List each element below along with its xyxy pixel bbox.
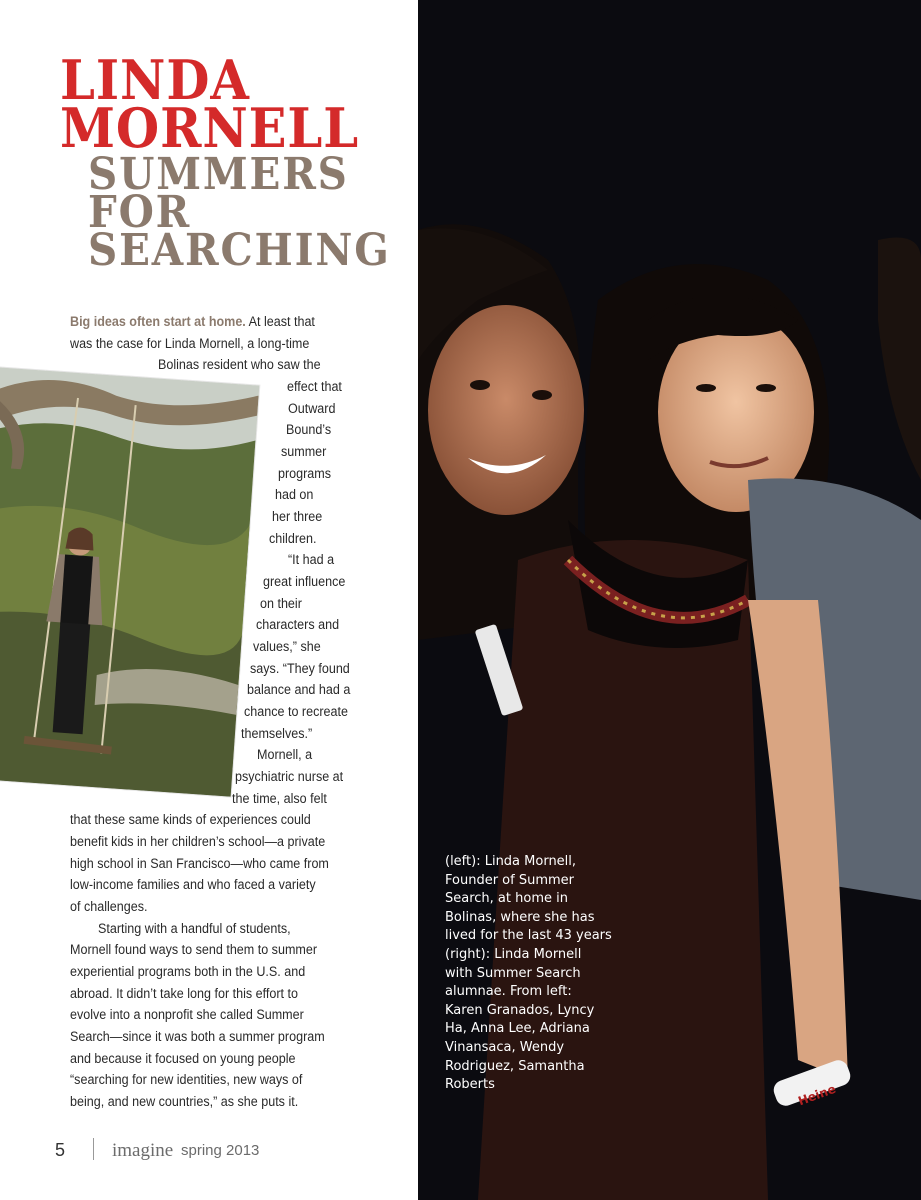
article-line: effect that — [287, 379, 342, 394]
magazine-name: imagine — [112, 1140, 174, 1161]
article-line: great influence — [263, 574, 346, 589]
headline-line: MORNELL — [60, 96, 360, 160]
swing-photo-illustration — [0, 366, 259, 797]
caption-line: lived for the last 43 years — [445, 928, 612, 944]
caption-line: (right): Linda Mornell — [445, 946, 582, 962]
article-line: Mornell, a — [257, 747, 313, 762]
caption-line: Ha, Anna Lee, Adriana — [445, 1021, 590, 1037]
caption-line: with Summer Search — [445, 965, 581, 981]
caption-line: Karen Granados, Lyncy — [445, 1002, 595, 1018]
headline-subtitle — [88, 149, 391, 276]
swing-photo — [0, 366, 259, 797]
article-line: abroad. It didn’t take long for this effort to — [70, 986, 298, 1001]
article-line: Bound’s — [286, 422, 332, 437]
article-line: balance and had a — [247, 682, 351, 697]
article-line: and because it focused on young people — [70, 1051, 296, 1066]
article-line: her three — [272, 509, 323, 524]
caption-line: Vinansaca, Wendy — [445, 1039, 565, 1055]
article-line: “searching for new identities, new ways of — [70, 1072, 303, 1087]
article-line: Outward — [288, 401, 336, 416]
caption-line: Roberts — [445, 1077, 495, 1093]
article-line: Mornell found ways to send them to summer — [70, 942, 318, 957]
article-line: was the case for Linda Mornell, a long-time — [70, 336, 310, 351]
article-line: had on — [275, 487, 314, 502]
article-line: summer — [281, 444, 327, 459]
caption-line: (left): Linda Mornell, — [445, 854, 577, 869]
article-line: benefit kids in her children’s school—a private — [70, 834, 326, 849]
article-line: Search—since it was both a summer program — [70, 1029, 325, 1044]
caption-line: Bolinas, where she has — [445, 909, 595, 925]
subtitle-line: SUMMERS — [88, 149, 349, 200]
caption-line: Founder of Summer — [445, 872, 574, 888]
article-line: values,” she — [253, 639, 321, 654]
article-line: on their — [260, 596, 302, 611]
article-line-text: At least that — [245, 314, 315, 329]
footer-divider — [93, 1138, 94, 1160]
article-line: themselves.” — [241, 726, 313, 741]
article-line: high school in San Francisco—who came from — [70, 856, 329, 871]
caption-line: Search, at home in — [445, 891, 568, 907]
headline-name — [60, 48, 360, 160]
subtitle-line: SEARCHING — [88, 225, 391, 276]
article-line: evolve into a nonprofit she called Summer — [70, 1007, 304, 1022]
article-line: of challenges. — [70, 899, 148, 914]
article-line: Bolinas resident who saw the — [158, 357, 321, 372]
article-line: says. “They found — [250, 661, 350, 676]
article-line: children. — [269, 531, 317, 546]
left-page — [0, 0, 418, 1200]
article-line: low-income families and who faced a variety — [70, 877, 316, 892]
article-line: programs — [278, 466, 332, 481]
article-line: characters and — [256, 617, 340, 632]
article-lead: Big ideas often start at home. — [70, 314, 246, 329]
article-line: Starting with a handful of students, — [98, 921, 291, 936]
issue-label: spring 2013 — [181, 1142, 260, 1159]
article-line: chance to recreate — [244, 704, 349, 719]
article-line: being, and new countries,” as she puts it. — [70, 1094, 299, 1109]
page-number: 5 — [55, 1140, 66, 1160]
article-line: “It had a — [288, 552, 335, 567]
photo-caption — [445, 853, 635, 1095]
article-line: the time, also felt — [232, 791, 327, 806]
subtitle-line: FOR — [88, 187, 192, 238]
wristband-text: Heine — [796, 1081, 838, 1109]
article-line: that these same kinds of experiences could — [70, 812, 311, 827]
article-line: experiential programs both in the U.S. and — [70, 964, 306, 979]
headline-line: LINDA — [60, 48, 250, 112]
article-line — [70, 313, 315, 331]
caption-line: alumnae. From left: — [445, 984, 572, 1000]
caption-line: Rodriguez, Samantha — [445, 1058, 585, 1074]
article-line: psychiatric nurse at — [235, 769, 344, 784]
